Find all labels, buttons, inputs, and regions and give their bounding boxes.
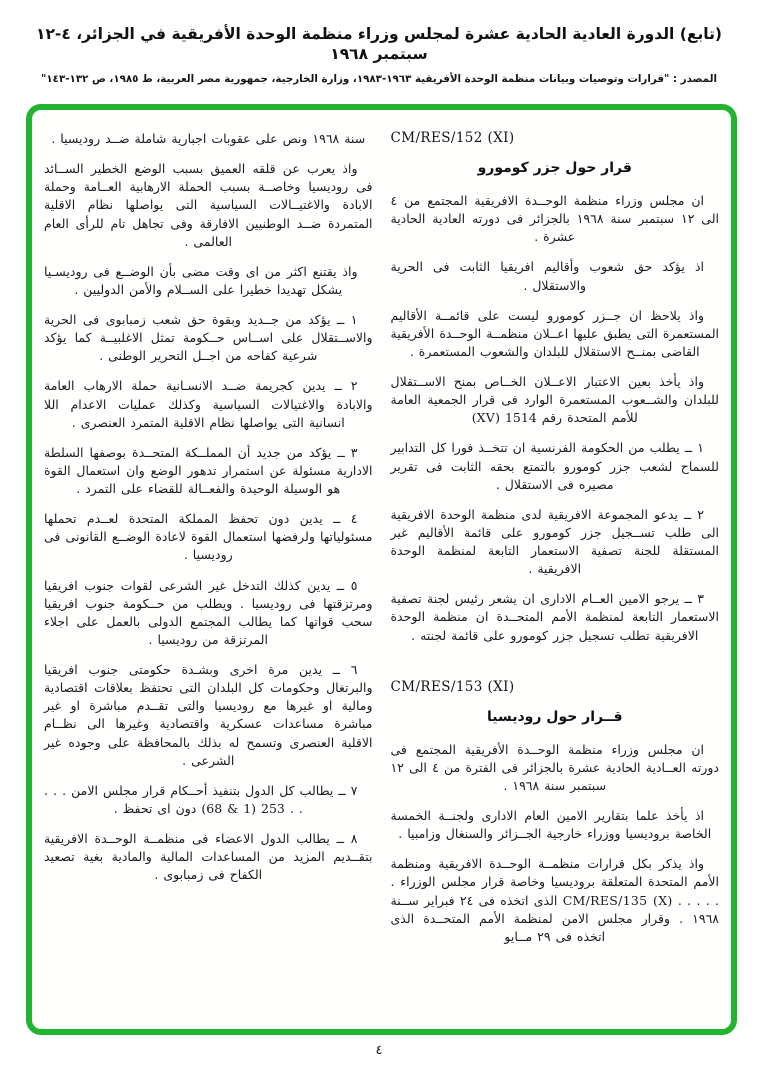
resolution-title-rhodesia: قــرار حول روديسيا	[487, 708, 623, 725]
source-line: المصدر : "قرارات وتوصيات وبيانات منظمة الوحدة الأفريقية ١٩٦٣-١٩٨٣، وزارة الخارجية، جمهورية مصر العربية، ط ١٩٨٥، ص ١٣٢-١٤٣"	[41, 73, 717, 86]
un-resolution-number: (XV) 1514	[471, 410, 537, 426]
paragraph: ١ ــ يطلب من الحكومة الفرنسية ان تتخــذ فورا كل التدابير للسماح لشعب جزر كومورو بالتمتع بحقه الثابت فى تقرير مصيره فى الاستقلال .	[390, 440, 719, 492]
paragraph-text: واذ يذكر بكل قرارات منظمــة الوحــدة الافريقية ومنظمة الأمم المتحدة المتعلقة بروديسيا وخاصة قرار مجلس الوزراء . . . . . .	[390, 856, 719, 908]
resolution-id-152: CM/RES/152 (XI)	[390, 130, 515, 146]
column-right	[391, 130, 720, 1029]
paragraph: ان مجلس وزراء منظمة الوحــدة الافريقية المجتمع من ٤ الى ١٢ سبتمبر سنة ١٩٦٨ بالجزائر فى دورته العادية الحادية عشرة .	[390, 193, 719, 245]
paragraph: واذ يقتنع اكثر من اى وقت مضى بأن الوضــع فى روديسـيا يشكل تهديدا خطيرا على الســلام والأمن الدوليين .	[44, 263, 358, 297]
resolution-title-comoro: قرار حول جزر كومورو	[477, 160, 632, 176]
paragraph: واذ يلاحظ ان جــزر كومورو ليست على قائمــة الأقاليم المستعمرة التى يطبق عليها اعــلان منظمــة الوحــدة الأفريقية القاضى بمنــح الاستقلال للبلدان والشعوب المستعمرة .	[390, 307, 719, 359]
page-header	[0, 24, 758, 85]
session-title: (تابع) الدورة العادية الحادية عشرة لمجلس وزراء منظمة الوحدة الأفريقية في الجزائر، ٤-١٢ سبتمبر ١٩٦٨	[36, 25, 722, 64]
oau-resolution-number: CM/RES/135 (X)	[562, 892, 673, 908]
paragraph: اذ يؤكد حق شعوب وأقاليم افريقيا الثابت فى الحرية والاستقلال .	[390, 259, 704, 293]
paragraph: اذ يأخذ علما بتقارير الامين العام الادارى ولجنــة الخمسة الخاصة بروديسيا ووزراء خارجية الجــزائر والسنغال وزامبيا .	[390, 808, 712, 842]
paragraph-text: ٧ ــ يطالب كل الدول بتنفيذ أحــكام قرار مجلس الامن . . . . .	[44, 782, 358, 816]
paragraph: ٢ ــ يدعو المجموعة الافريقية لدى منظمة الوحدة الافريقية الى طلب تســجيل جزر كومورو على قائمة الأقاليم غير المستقلة للجنة تصفية الاستعمار التابعة لمنظمة الوحدة الافريقية .	[390, 506, 719, 577]
paragraph: ١ ــ يؤكد من جــديد وبقوة حق شعب زمبابوى فى الحرية والاســتقلال على اســاس حــكومة تمثل الاغلبيــة كما يؤكد شرعية كفاحه من اجــل التحرير الوطنى .	[44, 312, 373, 364]
paragraph: ٦ ــ يدين مرة اخرى وبشـدة حكومتى جنوب افريقيا والبرتغال وحكومات كل البلدان التى تحتفظ بعلاقات اقتصادية ومالية او غيرها مع روديسيا والتى تقــدم مباشرة او غير مباشرة مساعدات عسكرية واقتصادية وغيرها الى نظــام الاقلية العنصرى وتسمح له بذلك بالمحافظة على وجوده غير الشرعى .	[44, 662, 373, 768]
paragraph	[391, 855, 720, 946]
paragraph	[44, 782, 373, 818]
content-frame	[26, 104, 737, 1035]
un-sc-resolution-number: (68 & 1) 253	[201, 800, 285, 816]
paragraph: سنة ١٩٦٨ ونص على عقوبات اجبارية شاملة ضــد روديسيا .	[51, 131, 366, 146]
paragraph: ٣ ــ يرجو الامين العــام الادارى ان يشعر رئيس لجنة تصفية الاستعمار التابعة لمنظمة الأمم المتحــدة ان منظمة الوحدة الافريقية تطلب تسجيل جزر كومورو على قائمة لجنته .	[390, 591, 719, 643]
column-left	[44, 130, 373, 1029]
paragraph: ان مجلس وزراء منظمة الوحــدة الأفريقية المجتمع فى دورته العــادية الحادية عشرة بالجزائر فى الفترة من ٤ الى ١٢ سبتمبر سنة ١٩٦٨ .	[390, 741, 719, 793]
paragraph-text: دون اى تحفظ .	[113, 800, 197, 816]
paragraph	[391, 373, 720, 427]
paragraph: ٥ ــ يدين كذلك التدخل غير الشرعى لقوات جنوب افريقيا ومرتزقتها فى روديسيا . ويطلب من حــكومة جنوب افريقيا سحب قواتها كما يطالب المجتمع الدولى بالعمل على اجلاء المرتزقة من روديسيا .	[44, 577, 373, 647]
paragraph: ٢ ــ يدين كجريمة ضــد الانسـانية حملة الارهاب العامة والابادة والاغتيالات السياسية وكذلك عمليات الاعدام اللا انسانية التى يواصلها نظام الاقلية المتمرد العنصرى .	[44, 378, 373, 430]
paragraph-text: واذ يأخذ بعين الاعتبار الاعــلان الخــاص بمنح الاســتقلال للبلدان والشــعوب المستعمرة الوارد فى قرار الجمعية العامة للأمم المتحدة رقم	[390, 374, 719, 426]
paragraph-text: الذى اتخذه فى ٢٤ فبراير ســنة ١٩٦٨ . وقرار مجلس الامن لمنظمة الأمم المتحــدة الذى اتخذه فى ٢٩ مــايو	[390, 892, 719, 944]
resolution-id-153: CM/RES/153 (XI)	[390, 678, 515, 695]
paragraph: واذ يعرب عن قلقه العميق بسبب الوضع الخطير الســائد فى روديسيا وخاصــة بسبب الحملة الارهابية العــامة وحملة الابادة والاغتيــالات السياسية التى يواصلها نظام الاقلية المتمردة ضــد الوطنيين الافارقة وفى تجاهل تام للرأى العام العالمى .	[44, 161, 373, 249]
paragraph: ٤ ــ يدين دون تحفظ المملكة المتحدة لعــدم تحملها مسئولياتها ولرفضها استعمال القوة لاعادة الوضــع القانونى فى روديسيا .	[44, 511, 373, 563]
page-number: ٤	[375, 1043, 383, 1058]
paragraph: ٨ ــ يطالب الدول الاعضاء فى منظمــة الوحــدة الافريقية بتقــديم المزيد من المساعدات المالية والمادية بغية تصعيد الكفاح فى زمبابوى .	[44, 831, 373, 883]
paragraph: ٣ ــ يؤكد من جديد أن المملــكة المتحــدة بوصفها السلطة الادارية مسئولة عن استمرار تدهور الوضع وان استعمال القوة هو الوسيلة الوحيدة والفعــالة للقضاء على التمرد .	[44, 444, 373, 496]
